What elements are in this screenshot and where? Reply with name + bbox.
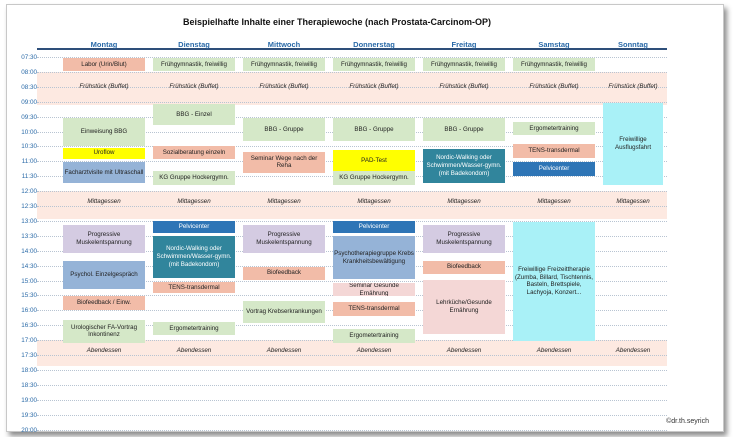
meal-breakfast: Frühstück (Buffet) [259,82,309,90]
time-label: 19:00 [21,396,37,404]
time-label: 11:00 [21,158,37,166]
activity-sozialberatung[interactable]: Sozialberatung einzeln [153,146,235,159]
activity-biofeedback-einw[interactable]: Biofeedback / Einw. [63,296,145,309]
activity-kg-hocker[interactable]: KG Gruppe Hockergymn. [333,171,415,184]
activity-psychol[interactable]: Psychol. Einzelgespräch [63,261,145,289]
grid-line [37,430,667,431]
meal-band [37,191,667,219]
grid-line [37,415,667,416]
activity-nordic-walking[interactable]: Nordic-Walking oder Schwimmen/Wasser-gymn. (mit Badekondom) [423,149,505,183]
grid-line [37,102,667,103]
meal-lunch: Mittagessen [537,197,571,205]
activity-seminar-ernaehrung[interactable]: Seminar Gesunde Ernährung [333,283,415,296]
activity-progressive[interactable]: Progressive Muskelentspannung [63,225,145,253]
grid-line [37,206,667,207]
page-title: Beispielhafte Inhalte einer Therapiewoche (nach Prostata-Carcinom-OP) [182,17,492,27]
meal-lunch: Mittagessen [357,197,391,205]
meal-breakfast: Frühstück (Buffet) [439,82,489,90]
meal-breakfast: Frühstück (Buffet) [79,82,129,90]
time-label: 09:00 [21,98,37,106]
grid-line [37,355,667,356]
time-label: 14:00 [21,247,37,255]
activity-lehrkueche[interactable]: Lehrküche/Gesunde Ernährung [423,280,505,334]
activity-progressive[interactable]: Progressive Muskelentspannung [423,225,505,253]
activity-bbg-gruppe[interactable]: BBG - Gruppe [243,118,325,142]
time-label: 20:00 [21,426,37,434]
meal-dinner: Abendessen [615,346,651,354]
activity-urolog-vortrag[interactable]: Urologischer FA-Vortrag Inkontinenz [63,320,145,342]
time-label: 14:30 [21,262,37,270]
meal-dinner: Abendessen [536,346,572,354]
activity-bbg-gruppe[interactable]: BBG - Gruppe [333,118,415,142]
time-label: 10:00 [21,128,37,136]
activity-uroflow[interactable]: Uroflow [63,148,145,158]
time-label: 18:00 [21,366,37,374]
activity-ergometer[interactable]: Ergometertraining [153,322,235,335]
time-label: 09:30 [21,113,37,121]
day-header-donnerstag: Donnerstag [353,40,395,49]
activity-ergometer[interactable]: Ergometertraining [513,122,595,135]
meal-dinner: Abendessen [176,346,212,354]
activity-pelvicenter[interactable]: Pelvicenter [333,221,415,233]
activity-pelvicenter[interactable]: Pelvicenter [153,221,235,233]
activity-tens[interactable]: TENS-transdermal [333,302,415,315]
meal-breakfast: Frühstück (Buffet) [529,82,579,90]
activity-tens[interactable]: TENS-transdermal [513,144,595,157]
time-label: 07:30 [21,54,37,61]
schedule-page [6,4,724,432]
activity-ergometer[interactable]: Ergometertraining [333,329,415,342]
grid-line [37,370,667,371]
day-header-freitag: Freitag [451,40,477,49]
meal-breakfast: Frühstück (Buffet) [169,82,219,90]
meal-dinner: Abendessen [446,346,482,354]
time-label: 10:30 [21,143,37,151]
time-label: 15:30 [21,292,37,300]
activity-seminar-wege[interactable]: Seminar Wege nach der Reha [243,152,325,173]
meal-lunch: Mittagessen [267,197,301,205]
time-label: 17:30 [21,352,37,359]
time-label: 19:30 [21,411,37,419]
time-label: 18:30 [21,381,37,389]
time-label: 15:00 [21,277,37,285]
activity-fruehgym[interactable]: Frühgymnastik, freiwillig [153,58,235,71]
day-header-mittwoch: Mittwoch [267,40,301,49]
time-label: 17:00 [21,337,37,345]
day-header-samstag: Samstag [538,40,570,49]
time-label: 13:30 [21,232,37,240]
time-label: 12:00 [21,188,37,196]
grid-line [37,400,667,401]
activity-biofeedback[interactable]: Biofeedback [423,261,505,274]
activity-tens[interactable]: TENS-transdermal [153,282,235,294]
activity-pad-test[interactable]: PAD-Test [333,150,415,171]
time-label: 13:00 [21,217,37,225]
activity-facharzt[interactable]: Facharztvisite mit Ultraschall [63,162,145,183]
meal-lunch: Mittagessen [616,197,650,205]
meal-lunch: Mittagessen [177,197,211,205]
grid-line [37,72,667,73]
activity-bbg-gruppe[interactable]: BBG - Gruppe [423,118,505,142]
activity-kg-hocker[interactable]: KG Gruppe Hockergymn. [153,171,235,184]
time-label: 16:00 [21,307,37,315]
meal-lunch: Mittagessen [87,197,121,205]
meal-breakfast: Frühstück (Buffet) [608,82,658,90]
activity-fruehgym[interactable]: Frühgymnastik, freiwillig [243,58,325,71]
activity-biofeedback[interactable]: Biofeedback [243,267,325,280]
day-header-sonntag: Sonntag [618,40,648,49]
day-header-dienstag: Dienstag [178,40,210,49]
time-label: 11:30 [21,173,37,181]
activity-freizeit[interactable]: Freiwillige Freizeittherapie (Zumba, Billard, Tischtennis, Basteln, Brettspiele, Lachyoja, Konzert... [513,222,595,341]
day-header-montag: Montag [90,40,118,49]
activity-bbg-einzel[interactable]: BBG - Einzel [153,104,235,125]
time-label: 08:00 [21,68,37,76]
activity-vortrag-krebs[interactable]: Vortrag Krebserkrankungen [243,301,325,323]
activity-fruehgym[interactable]: Frühgymnastik, freiwillig [333,58,415,71]
meal-breakfast: Frühstück (Buffet) [349,82,399,90]
time-label: 08:30 [21,83,37,91]
meal-dinner: Abendessen [356,346,392,354]
grid-line [37,385,667,386]
time-label: 12:30 [21,203,37,210]
meal-lunch: Mittagessen [447,197,481,205]
activity-fruehgym[interactable]: Frühgymnastik, freiwillig [423,58,505,71]
time-label: 16:30 [21,322,37,330]
copyright-text: ©dr.th.seyrich [666,418,709,425]
meal-dinner: Abendessen [86,346,122,354]
activity-psycho-gruppe[interactable]: Psychotherapiegruppe Krebs Krankheitsbewältigung [333,236,415,279]
activity-fruehgym[interactable]: Frühgymnastik, freiwillig [513,58,595,71]
meal-dinner: Abendessen [266,346,302,354]
activity-freiwillige-ausflug[interactable]: Freiwillige Ausflugsfahrt [603,103,663,185]
activity-progressive[interactable]: Progressive Muskelentspannung [243,225,325,253]
activity-einweisung-bbg[interactable]: Einweisung BBG [63,118,145,146]
activity-pelvicenter[interactable]: Pelvicenter [513,162,595,175]
activity-nordic-walking[interactable]: Nordic-Walking oder Schwimmen/Wasser-gymn. (mit Badekondom) [153,236,235,278]
grid-line [37,191,667,192]
activity-labor[interactable]: Labor (Urin/Blut) [63,58,145,71]
